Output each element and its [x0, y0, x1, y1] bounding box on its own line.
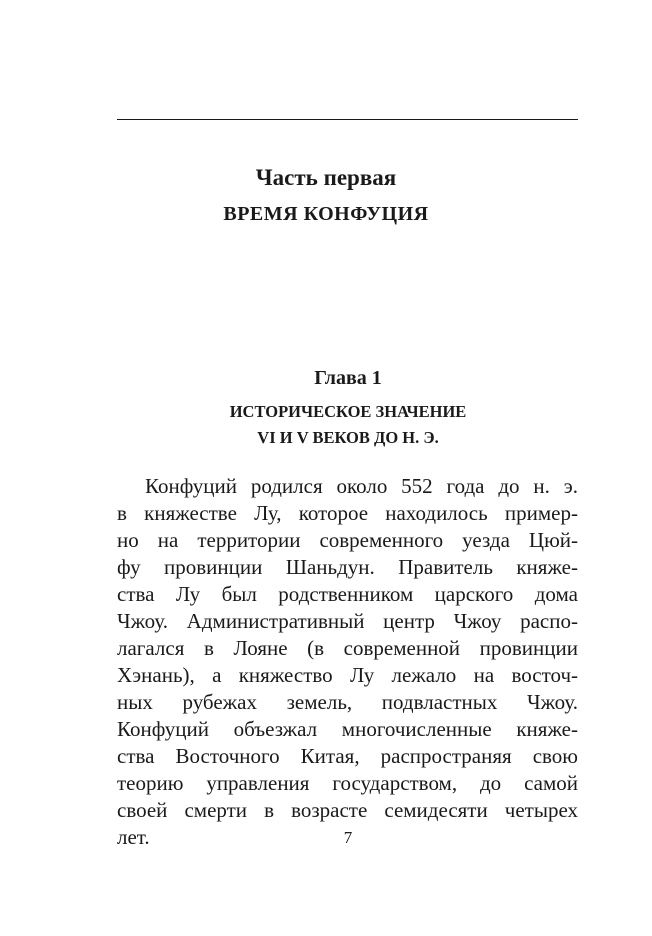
- part-title: ВРЕМЯ КОНФУЦИЯ: [223, 203, 429, 225]
- body-line: лет.: [117, 825, 150, 849]
- page-number: 7: [343, 828, 353, 847]
- body-line: ных рубежах земель, подвластных Чжоу.: [117, 690, 578, 714]
- body-line: теорию управления государством, до самой: [117, 771, 578, 795]
- body-line: Конфуций объезжал многочисленные княже-: [117, 717, 578, 741]
- top-rule: [117, 119, 578, 120]
- body-line: ства Восточного Китая, распространяя свою: [117, 744, 578, 768]
- chapter-label: Глава 1: [314, 367, 382, 389]
- body-line: Конфуций родился около 552 года до н. э.: [145, 474, 578, 498]
- part-label: Часть первая: [255, 165, 397, 190]
- chapter-title-line: ИСТОРИЧЕСКОЕ ЗНАЧЕНИЕ: [229, 402, 467, 421]
- body-line: фу провинции Шаньдун. Правитель княже-: [117, 555, 578, 579]
- body-line: но на территории современного уезда Цюй-: [117, 528, 578, 552]
- body-line: ства Лу был родственником царского дома: [117, 582, 578, 606]
- body-line: лагался в Лояне (в современной провинции: [117, 636, 578, 660]
- body-line: Хэнань), а княжество Лу лежало на восточ-: [117, 663, 578, 687]
- body-line: Чжоу. Административный центр Чжоу распо-: [117, 609, 578, 633]
- chapter-title-line: VI И V ВЕКОВ ДО Н. Э.: [257, 428, 439, 447]
- body-line: в княжестве Лу, которое находилось пример-: [117, 501, 578, 525]
- body-line: своей смерти в возрасте семидесяти четырех: [117, 798, 578, 822]
